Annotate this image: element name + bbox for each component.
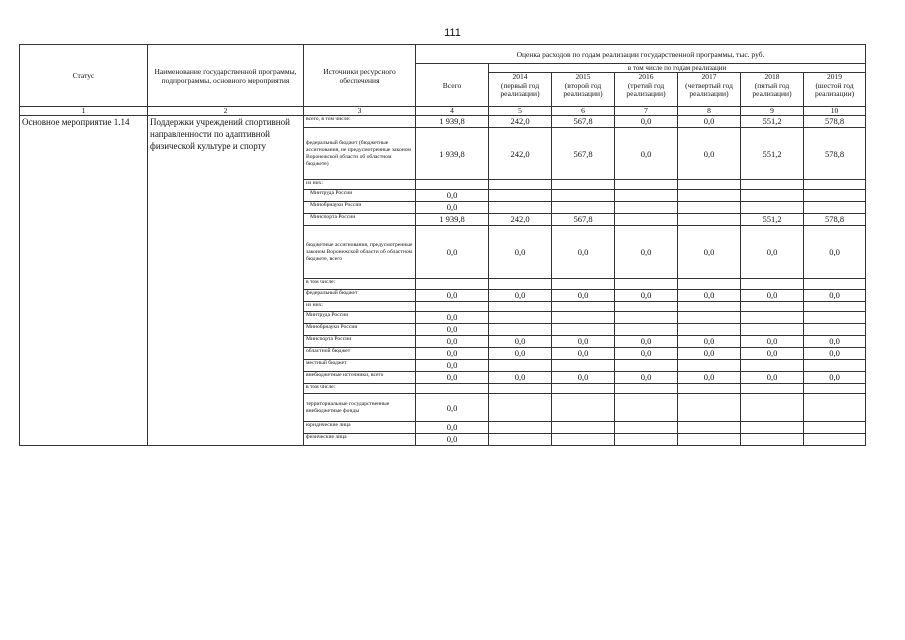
value-cell-v2014: 242,0 xyxy=(489,116,552,128)
value-cell-v2016 xyxy=(615,394,678,422)
value-cell-v2016: 0,0 xyxy=(615,116,678,128)
value-cell-v2018 xyxy=(741,312,804,324)
year-label: (четвертый год реализации) xyxy=(685,80,733,98)
value-cell-v2015 xyxy=(552,394,615,422)
value-cell-v2015 xyxy=(552,302,615,312)
value-cell-v2017: 0,0 xyxy=(678,348,741,360)
status-cell: Основное мероприятие 1.14 xyxy=(20,116,148,446)
value-cell-v2016 xyxy=(615,384,678,394)
value-cell-total: 0,0 xyxy=(416,312,489,324)
source-cell: из них: xyxy=(304,180,416,190)
value-cell-v2019 xyxy=(804,384,866,394)
value-cell-v2014 xyxy=(489,312,552,324)
value-cell-v2014 xyxy=(489,422,552,434)
value-cell-v2019 xyxy=(804,279,866,290)
value-cell-v2016: 0,0 xyxy=(615,372,678,384)
value-cell-v2015: 0,0 xyxy=(552,372,615,384)
source-cell: всего, в том числе: xyxy=(304,116,416,128)
value-cell-v2015 xyxy=(552,434,615,446)
value-cell-v2019: 0,0 xyxy=(804,348,866,360)
source-cell: Минтруда России xyxy=(304,190,416,202)
value-cell-total xyxy=(416,180,489,190)
header-by-years: в том числе по годам реализации xyxy=(489,64,866,73)
source-cell: федеральный бюджет xyxy=(304,290,416,302)
year-label: (первый год реализации) xyxy=(500,80,540,98)
value-cell-v2018 xyxy=(741,279,804,290)
source-cell: Минобрнауки России xyxy=(304,202,416,214)
header-year-2018 xyxy=(741,73,804,107)
page-number: 111 xyxy=(444,27,461,39)
value-cell-v2018: 0,0 xyxy=(741,226,804,279)
value-cell-v2017: 0,0 xyxy=(678,226,741,279)
year-number: 2019 xyxy=(827,72,843,81)
value-cell-v2019: 0,0 xyxy=(804,290,866,302)
header-status: Статус xyxy=(20,45,148,107)
value-cell-total xyxy=(416,384,489,394)
column-number: 7 xyxy=(615,107,678,116)
source-cell: областной бюджет xyxy=(304,348,416,360)
source-cell: физические лица xyxy=(304,434,416,446)
value-cell-v2015: 0,0 xyxy=(552,226,615,279)
source-cell: бюджетные ассигнования, предусмотренные законом Воронежской области об областном бюджете, всего xyxy=(304,226,416,279)
source-cell: в том числе: xyxy=(304,279,416,290)
value-cell-v2015 xyxy=(552,202,615,214)
header-year-2014 xyxy=(489,73,552,107)
column-number: 3 xyxy=(304,107,416,116)
source-cell: территориальные государственные внебюджетные фонды xyxy=(304,394,416,422)
value-cell-v2018 xyxy=(741,324,804,336)
value-cell-v2019 xyxy=(804,190,866,202)
value-cell-v2015 xyxy=(552,384,615,394)
value-cell-v2018 xyxy=(741,190,804,202)
value-cell-total: 0,0 xyxy=(416,324,489,336)
value-cell-v2018 xyxy=(741,434,804,446)
source-cell: Минобрнауки России xyxy=(304,324,416,336)
value-cell-total: 0,0 xyxy=(416,372,489,384)
value-cell-v2017 xyxy=(678,434,741,446)
event-name-cell: Поддержки учреждений спортивной направленности по адаптивной физической культуре и спорту xyxy=(148,116,304,446)
value-cell-total xyxy=(416,279,489,290)
value-cell-v2015: 0,0 xyxy=(552,348,615,360)
value-cell-v2014 xyxy=(489,180,552,190)
table-row xyxy=(20,116,866,128)
value-cell-total: 0,0 xyxy=(416,348,489,360)
value-cell-v2017 xyxy=(678,324,741,336)
value-cell-v2015 xyxy=(552,180,615,190)
value-cell-v2018: 551,2 xyxy=(741,214,804,226)
value-cell-v2015: 567,8 xyxy=(552,214,615,226)
value-cell-total xyxy=(416,302,489,312)
value-cell-v2017 xyxy=(678,422,741,434)
value-cell-v2015: 0,0 xyxy=(552,336,615,348)
value-cell-v2015 xyxy=(552,324,615,336)
value-cell-v2016 xyxy=(615,214,678,226)
value-cell-v2019: 578,8 xyxy=(804,214,866,226)
header-year-2016 xyxy=(615,73,678,107)
value-cell-total: 0,0 xyxy=(416,190,489,202)
header-year-2017 xyxy=(678,73,741,107)
value-cell-v2015 xyxy=(552,312,615,324)
value-cell-v2016: 0,0 xyxy=(615,290,678,302)
value-cell-total: 0,0 xyxy=(416,336,489,348)
value-cell-v2015: 567,8 xyxy=(552,128,615,180)
year-label: (пятый год реализации) xyxy=(752,80,792,98)
value-cell-v2019: 0,0 xyxy=(804,226,866,279)
value-cell-v2018: 0,0 xyxy=(741,336,804,348)
value-cell-v2019: 578,8 xyxy=(804,116,866,128)
column-number: 10 xyxy=(804,107,866,116)
value-cell-v2016 xyxy=(615,302,678,312)
value-cell-v2014 xyxy=(489,394,552,422)
column-number: 2 xyxy=(148,107,304,116)
value-cell-v2017 xyxy=(678,302,741,312)
value-cell-v2018: 0,0 xyxy=(741,290,804,302)
value-cell-v2014: 0,0 xyxy=(489,348,552,360)
value-cell-v2019 xyxy=(804,434,866,446)
column-number: 8 xyxy=(678,107,741,116)
year-number: 2015 xyxy=(575,72,591,81)
value-cell-v2017 xyxy=(678,312,741,324)
source-cell: из них: xyxy=(304,302,416,312)
year-label: (второй год реализации) xyxy=(563,80,603,98)
value-cell-v2014: 0,0 xyxy=(489,336,552,348)
value-cell-v2018 xyxy=(741,180,804,190)
value-cell-v2018 xyxy=(741,384,804,394)
value-cell-v2014 xyxy=(489,202,552,214)
value-cell-total: 1 939,8 xyxy=(416,128,489,180)
value-cell-v2018: 551,2 xyxy=(741,116,804,128)
value-cell-v2019 xyxy=(804,312,866,324)
column-number: 4 xyxy=(416,107,489,116)
value-cell-v2019 xyxy=(804,422,866,434)
value-cell-v2018: 0,0 xyxy=(741,372,804,384)
value-cell-v2018 xyxy=(741,360,804,372)
year-label: (шестой год реализации) xyxy=(814,80,855,98)
value-cell-v2017 xyxy=(678,384,741,394)
value-cell-v2014 xyxy=(489,384,552,394)
value-cell-total: 0,0 xyxy=(416,290,489,302)
value-cell-total: 0,0 xyxy=(416,226,489,279)
value-cell-total: 0,0 xyxy=(416,434,489,446)
year-label: (третий год реализации) xyxy=(626,80,666,98)
value-cell-v2016 xyxy=(615,422,678,434)
source-cell: федеральный бюджет (бюджетные ассигнования, не предусмотренные законом Воронежской области об областном бюджете) xyxy=(304,128,416,180)
value-cell-v2017 xyxy=(678,202,741,214)
value-cell-v2017 xyxy=(678,180,741,190)
value-cell-v2018 xyxy=(741,394,804,422)
value-cell-total: 0,0 xyxy=(416,360,489,372)
value-cell-v2019 xyxy=(804,324,866,336)
value-cell-v2014: 0,0 xyxy=(489,226,552,279)
column-number: 1 xyxy=(20,107,148,116)
value-cell-v2015 xyxy=(552,190,615,202)
value-cell-total: 1 939,8 xyxy=(416,214,489,226)
value-cell-v2016 xyxy=(615,202,678,214)
value-cell-v2017 xyxy=(678,190,741,202)
expense-table xyxy=(19,44,866,446)
value-cell-v2014 xyxy=(489,279,552,290)
value-cell-v2016 xyxy=(615,324,678,336)
value-cell-v2015 xyxy=(552,279,615,290)
value-cell-v2017: 0,0 xyxy=(678,128,741,180)
year-number: 2014 xyxy=(512,72,528,81)
value-cell-v2019: 578,8 xyxy=(804,128,866,180)
value-cell-v2018: 551,2 xyxy=(741,128,804,180)
value-cell-v2016 xyxy=(615,312,678,324)
value-cell-v2015 xyxy=(552,360,615,372)
source-cell: Минспорта России xyxy=(304,336,416,348)
header-name: Наименование государственной программы, подпрограммы, основного мероприятия xyxy=(148,45,304,107)
value-cell-v2015: 567,8 xyxy=(552,116,615,128)
value-cell-v2019 xyxy=(804,394,866,422)
value-cell-v2017 xyxy=(678,360,741,372)
source-cell: Минспорта России xyxy=(304,214,416,226)
value-cell-v2014: 0,0 xyxy=(489,290,552,302)
value-cell-v2019 xyxy=(804,202,866,214)
value-cell-v2014 xyxy=(489,324,552,336)
value-cell-v2014 xyxy=(489,360,552,372)
value-cell-v2014: 242,0 xyxy=(489,128,552,180)
value-cell-v2018: 0,0 xyxy=(741,348,804,360)
value-cell-v2016 xyxy=(615,279,678,290)
value-cell-v2017: 0,0 xyxy=(678,336,741,348)
value-cell-v2016: 0,0 xyxy=(615,336,678,348)
source-cell: в том числе: xyxy=(304,384,416,394)
value-cell-total: 0,0 xyxy=(416,394,489,422)
year-number: 2017 xyxy=(701,72,717,81)
value-cell-v2015 xyxy=(552,422,615,434)
value-cell-v2014 xyxy=(489,190,552,202)
value-cell-v2016: 0,0 xyxy=(615,348,678,360)
source-cell: местный бюджет xyxy=(304,360,416,372)
column-number: 9 xyxy=(741,107,804,116)
header-year-2019 xyxy=(804,73,866,107)
source-cell: юридические лица xyxy=(304,422,416,434)
year-number: 2018 xyxy=(764,72,780,81)
value-cell-v2016: 0,0 xyxy=(615,128,678,180)
header-estimate: Оценка расходов по годам реализации государственной программы, тыс. руб. xyxy=(416,45,866,64)
source-cell: Минтруда России xyxy=(304,312,416,324)
value-cell-v2019 xyxy=(804,302,866,312)
value-cell-v2017: 0,0 xyxy=(678,116,741,128)
value-cell-v2015: 0,0 xyxy=(552,290,615,302)
value-cell-total: 1 939,8 xyxy=(416,116,489,128)
value-cell-v2019: 0,0 xyxy=(804,372,866,384)
value-cell-v2018 xyxy=(741,422,804,434)
value-cell-v2016 xyxy=(615,434,678,446)
value-cell-v2014: 242,0 xyxy=(489,214,552,226)
value-cell-v2016 xyxy=(615,360,678,372)
column-number: 6 xyxy=(552,107,615,116)
value-cell-v2017 xyxy=(678,214,741,226)
value-cell-total: 0,0 xyxy=(416,422,489,434)
value-cell-total: 0,0 xyxy=(416,202,489,214)
value-cell-v2016 xyxy=(615,190,678,202)
header-total: Всего xyxy=(416,64,489,107)
value-cell-v2014 xyxy=(489,434,552,446)
value-cell-v2017: 0,0 xyxy=(678,290,741,302)
header-year-2015 xyxy=(552,73,615,107)
value-cell-v2014 xyxy=(489,302,552,312)
value-cell-v2017: 0,0 xyxy=(678,372,741,384)
source-cell: внебюджетные источники, всего xyxy=(304,372,416,384)
value-cell-v2019 xyxy=(804,360,866,372)
value-cell-v2018 xyxy=(741,302,804,312)
value-cell-v2014: 0,0 xyxy=(489,372,552,384)
value-cell-v2016: 0,0 xyxy=(615,226,678,279)
year-number: 2016 xyxy=(638,72,654,81)
header-sources: Источники ресурсного обеспечения xyxy=(304,45,416,107)
value-cell-v2019: 0,0 xyxy=(804,336,866,348)
value-cell-v2018 xyxy=(741,202,804,214)
value-cell-v2017 xyxy=(678,394,741,422)
value-cell-v2019 xyxy=(804,180,866,190)
column-number: 5 xyxy=(489,107,552,116)
value-cell-v2016 xyxy=(615,180,678,190)
value-cell-v2017 xyxy=(678,279,741,290)
